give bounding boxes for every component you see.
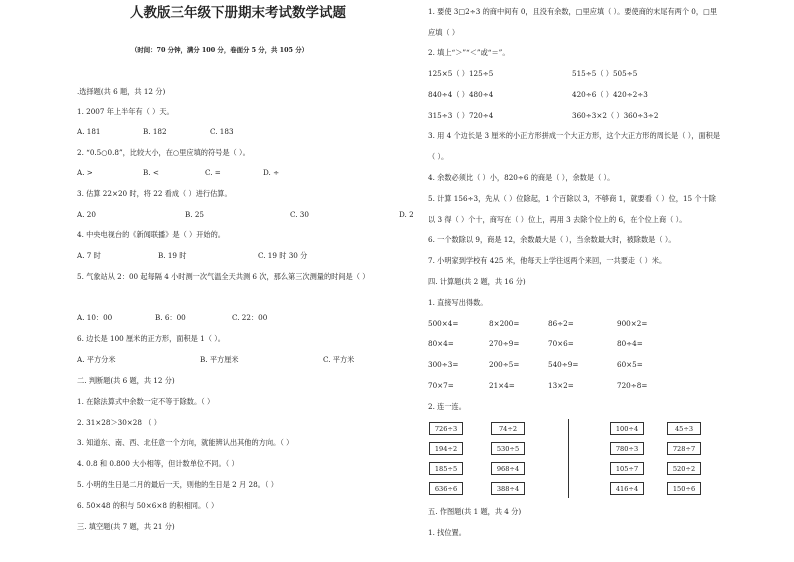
calc-q1: 1. 直接写出得数。 (428, 298, 488, 307)
calc-item: 70×7= (428, 381, 454, 390)
choice-q1-c: C. 183 (210, 127, 234, 136)
choice-q6-c: C. 平方米 (323, 355, 355, 364)
match-box[interactable]: 726÷3 (429, 422, 463, 435)
calc-item: 200÷5= (489, 360, 520, 369)
fill-q5-line2: 以 3 得（ ）个十，商写在（ ）位上，再用 3 去除个位上的 6，在个位上商（ ）。 (428, 215, 687, 224)
calc-item: 8×200= (489, 319, 520, 328)
judge-q1: 1. 在除法算式中余数一定不等于除数。（ ） (77, 397, 215, 406)
exam-subtitle: （时间：70 分钟，满分 100 分，卷面分 5 分，共 105 分） (131, 46, 309, 54)
calc-item: 720÷8= (617, 381, 648, 390)
choice-q1-a: A. 181 (77, 127, 101, 136)
fill-q6: 6. 一个数除以 9，商是 12，余数最大是（ ），当余数最大时，被除数是（ ）。 (428, 235, 676, 244)
choice-q5-a: A. 10：00 (77, 313, 113, 322)
judge-q6: 6. 50×48 的积与 50×6×8 的积相同。（ ） (77, 501, 219, 510)
match-box[interactable]: 100÷4 (610, 422, 644, 435)
calc-item: 70×6= (548, 339, 574, 348)
choice-q5: 5. 气象站从 2：00 起每隔 4 小时测一次气温全天共测 6 次，那么第三次测量的时间是（ ） (77, 272, 370, 281)
fill-q4: 4. 余数必须比（ ）小，820÷6 的商是（ ），余数是（ ）。 (428, 173, 615, 182)
judge-q5: 5. 小明的生日是二月的最后一天，则他的生日是 2 月 28。（ ） (77, 480, 278, 489)
choice-q2-d: D. ÷ (263, 168, 280, 177)
choice-q6: 6. 边长是 100 厘米的正方形，面积是 1（ ）。 (77, 334, 225, 343)
choice-q1-b: B. 182 (143, 127, 167, 136)
match-box[interactable]: 968÷4 (491, 462, 525, 475)
calc-item: 13×2= (548, 381, 574, 390)
compare-2-left: 840÷4（ ）480÷4 (428, 90, 494, 99)
match-box[interactable]: 636÷6 (429, 482, 463, 495)
calc-item: 86÷2= (548, 319, 574, 328)
calc-item: 80×4= (428, 339, 454, 348)
choice-q3-d: D. 2 (399, 210, 414, 219)
fill-q1-line2: 应填（ ） (428, 28, 460, 37)
choice-q2: 2. “0.5○0.8”，比较大小，在○里应填的符号是（ ）。 (77, 148, 250, 157)
calc-item: 540÷9= (548, 360, 579, 369)
match-box[interactable]: 780÷3 (610, 442, 644, 455)
judge-q4: 4. 0.8 和 0.800 大小相等，但计数单位不同。（ ） (77, 459, 239, 468)
fill-q1-line1: 1. 要使 3□2÷3 的商中间有 0，且没有余数，□里应填（ ）。要使商的末尾有两个 0，□里 (428, 7, 718, 16)
compare-3-left: 315÷3（ ）720÷4 (428, 111, 494, 120)
choice-q2-c: C. = (205, 168, 221, 177)
choice-q4-a: A. 7 时 (77, 251, 101, 260)
choice-q4-c: C. 19 时 30 分 (258, 251, 308, 260)
match-box[interactable]: 74÷2 (491, 422, 525, 435)
match-divider (568, 419, 569, 498)
calc-item: 60×5= (617, 360, 643, 369)
match-box[interactable]: 520÷2 (667, 462, 701, 475)
fill-q5-line1: 5. 计算 156÷3，先从（ ）位除起，1 个百除以 3，不够商 1，就要看（ ）位，15 个十除 (428, 194, 716, 203)
match-box[interactable]: 388÷4 (491, 482, 525, 495)
section-calc-heading: 四. 计算题(共 2 题，共 16 分) (428, 277, 526, 286)
choice-q5-b: B. 6：00 (155, 313, 186, 322)
judge-q2: 2. 31×28＞30×28 （ ） (77, 418, 161, 427)
fill-q7: 7. 小明家到学校有 425 米，他每天上学往返两个来回，一共要走（ ）米。 (428, 256, 667, 265)
match-box[interactable]: 105÷7 (610, 462, 644, 475)
calc-item: 300÷3= (428, 360, 459, 369)
choice-q3-c: C. 30 (290, 210, 309, 219)
match-box[interactable]: 45÷3 (667, 422, 701, 435)
choice-q6-a: A. 平方分米 (77, 355, 116, 364)
calc-item: 900×2= (617, 319, 648, 328)
calc-item: 270÷9= (489, 339, 520, 348)
choice-q4: 4. 中央电视台的《新闻联播》是（ ）开始的。 (77, 230, 225, 239)
fill-q3-line2: （ ）。 (428, 152, 449, 161)
choice-q2-a: A. > (77, 168, 93, 177)
compare-1-left: 125×5（ ）125÷5 (428, 69, 494, 78)
section-fill-heading: 三. 填空题(共 7 题，共 21 分) (77, 522, 175, 531)
choice-q1: 1. 2007 年上半年有（ ）天。 (77, 107, 174, 116)
choice-q6-b: B. 平方厘米 (200, 355, 239, 364)
choice-q3-b: B. 25 (185, 210, 204, 219)
draw-q1: 1. 找位置。 (428, 528, 466, 537)
page-title: 人教版三年级下册期末考试数学试题 (130, 5, 346, 21)
compare-3-right: 360÷3×2（ ）360÷3÷2 (572, 111, 659, 120)
match-box[interactable]: 150÷6 (667, 482, 701, 495)
calc-q2: 2. 连一连。 (428, 402, 466, 411)
fill-q2: 2. 填上“＞”“＜”或“＝”。 (428, 48, 510, 57)
match-box[interactable]: 530÷5 (491, 442, 525, 455)
section-draw-heading: 五. 作图题(共 1 题，共 4 分) (428, 507, 522, 516)
choice-q2-b: B. < (143, 168, 159, 177)
choice-q5-c: C. 22：00 (232, 313, 268, 322)
match-box[interactable]: 416÷4 (610, 482, 644, 495)
match-box[interactable]: 194÷2 (429, 442, 463, 455)
choice-q3-a: A. 20 (77, 210, 96, 219)
compare-1-right: 515÷5（ ）505÷5 (572, 69, 638, 78)
section-choice-heading: .选择题(共 6 题，共 12 分) (77, 87, 166, 96)
calc-item: 21×4= (489, 381, 515, 390)
compare-2-right: 420÷6（ ）420÷2÷3 (572, 90, 648, 99)
section-judge-heading: 二. 判断题(共 6 题，共 12 分) (77, 376, 175, 385)
judge-q3: 3. 知道东、南、西、北任意一个方向，就能辨认出其他的方向。（ ） (77, 438, 294, 447)
calc-item: 500×4= (428, 319, 459, 328)
match-box[interactable]: 728÷7 (667, 442, 701, 455)
calc-item: 80÷4= (617, 339, 643, 348)
choice-q4-b: B. 19 时 (158, 251, 187, 260)
fill-q3-line1: 3. 用 4 个边长是 3 厘米的小正方形拼成一个大正方形，这个大正方形的周长是（ ），面积是 (428, 131, 721, 140)
match-box[interactable]: 185÷5 (429, 462, 463, 475)
choice-q3: 3. 估算 22×20 时，将 22 看成（ ）进行估算。 (77, 189, 232, 198)
